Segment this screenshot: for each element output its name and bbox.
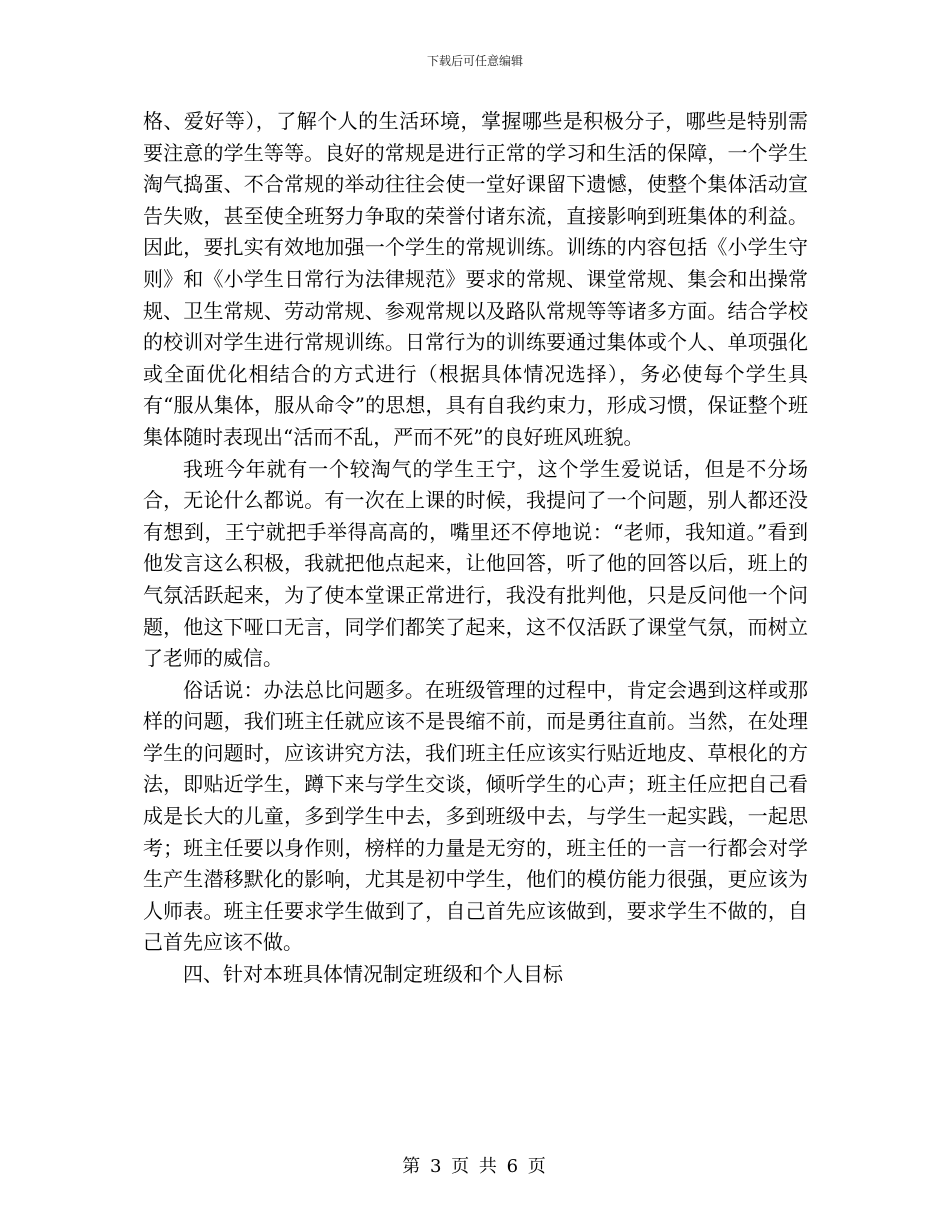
- document-body: [143, 106, 808, 991]
- section-heading: 四、针对本班具体情况制定班级和个人目标: [183, 962, 563, 987]
- page-number: 第 3 页 共 6 页: [402, 1156, 548, 1177]
- paragraph-proverb: 俗话说：办法总比问题多。在班级管理的过程中，肯定会遇到这样或那样的问题，我们班主任就应该不是畏缩不前，而是勇往直前。当然，在处理学生的问题时，应该讲究方法，我们班主任应该实行贴近地皮、草根化的方法，即贴近学生，蹲下来与学生交谈，倾听学生的心声；班主任应把自己看成是长大的儿童，多到学生中去，多到班级中去，与学生一起实践，一起思考；班主任要以身作则，榜样的力量是无穷的，班主任的一言一行都会对学生产生潜移默化的影响，尤其是初中学生，他们的模仿能力很强，更应该为人师表。班主任要求学生做到了，自己首先应该做到，要求学生不做的，自己首先应该不做。: [143, 677, 808, 955]
- paragraph-continuation: 格、爱好等），了解个人的生活环境，掌握哪些是积极分子，哪些是特别需要注意的学生等等。良好的常规是进行正常的学习和生活的保障，一个学生淘气捣蛋、不合常规的举动往往会使一堂好课留下遗憾，使整个集体活动宣告失败，甚至使全班努力争取的荣誉付诸东流，直接影响到班集体的利益。因此，要扎实有效地加强一个学生的常规训练。训练的内容包括《小学生守则》和《小学生日常行为法律规范》要求的常规、课堂常规、集会和出操常规、卫生常规、劳动常规、参观常规以及路队常规等等诸多方面。结合学校的校训对学生进行常规训练。日常行为的训练要通过集体或个人、单项强化或全面优化相结合的方式进行（根据具体情况选择），务必使每个学生具有“服从集体，服从命令”的思想，具有自我约束力，形成习惯，保证整个班集体随时表现出“活而不乱，严而不死”的良好班风班貌。: [143, 109, 808, 449]
- page-header: 下载后可任意编辑: [426, 54, 523, 68]
- paragraph-example-story: 我班今年就有一个较淘气的学生王宁，这个学生爱说话，但是不分场合，无论什么都说。有一次在上课的时候，我提问了一个问题，别人都还没有想到，王宁就把手举得高高的，嘴里还不停地说：“老师，我知道。”看到他发言这么积极，我就把他点起来，让他回答，听了他的回答以后，班上的气氛活跃起来，为了使本堂课正常进行，我没有批判他，只是反问他一个问题，他这下哑口无言，同学们都笑了起来，这不仅活跃了课堂气氛，而树立了老师的威信。: [143, 456, 808, 671]
